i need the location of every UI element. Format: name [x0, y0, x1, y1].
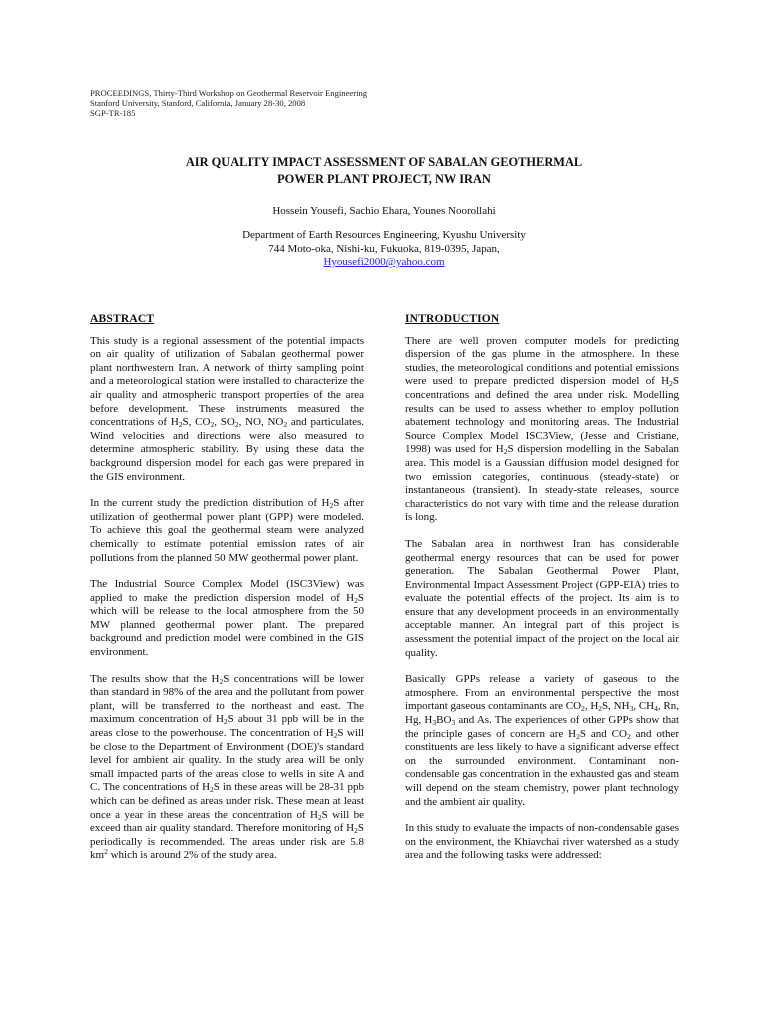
author-list: Hossein Yousefi, Sachio Ehara, Younes Noorollahi: [272, 205, 496, 217]
proceedings-line: PROCEEDINGS, Thirty-Third Workshop on Geothermal Reservoir Engineering: [90, 88, 368, 98]
affiliation: [60, 229, 708, 270]
introduction-paragraph-2: The Sabalan area in northwest Iran has considerable geothermal energy resources that can be used for power generation. The Sabalan Geothermal Power Plant, Environmental Impact Assessment Project (GPP-EIA) tries to evaluate the potential effects of the project. Its aim is to ensure that any development proceeds in an environmentally acceptable manner. An integral part of this project is assessment the potential impact of the project on the local air quality.: [405, 537, 679, 659]
left-column: [90, 313, 364, 876]
abstract-paragraph-3: The Industrial Source Complex Model (ISC3View) was applied to make the prediction dispersion model of $H_2S$ which will be release to the local atmosphere from the 50 MW planned geothermal power plant. The prepared background and prediction model were combined in the GIS environment.: [90, 578, 364, 659]
abstract-paragraph-2: In the current study the prediction distribution of $H_2S$ after utilization of geothermal power plant (GPP) were modeled. To achieve this goal the geothermal steam were analyzed chemically to estimate potential emission rates of air pollutions from the planned 50 MW geothermal power plant.: [90, 497, 365, 564]
proceedings-header: [90, 88, 367, 119]
introduction-paragraph-3: Basically GPPs release a variety of gaseous to the atmosphere. From an environmental perspective the most important gaseous contaminants are $CO_2$, $H_2S$, $NH_3$, $CH_4$, Rn, Hg, $H_3BO_3$ and As. The experiences of other GPPs show that the principle gases of concern are $H_2S$ and $CO_2$ and other constituents are less likely to have a significant adverse effect on the surrounded environment. Contaminant non-condensable gas concentration in the exhausted gas and steam will depend on the steam chemistry, power plant technology and the ambient air quality.: [405, 673, 680, 808]
abstract-paragraph-1: This study is a regional assessment of the potential impacts on air quality of utilization of Sabalan geothermal power plant northwestern Iran. A network of thirty sampling point and a meteorological station were installed to characterize the air quality and atmospheric transport properties of the area before development. These instruments measured the concentrations of $H_2S$, $CO_2$, $SO_2$, NO, $NO_2$ and particulates. Wind velocities and directions were also measured to determine atmospheric stability. By using these data the background dispersion model for each gas were prepared in the GIS environment.: [90, 334, 365, 483]
introduction-paragraph-4: In this study to evaluate the impacts of non-condensable gases on the environment, the Khiavchai river watershed as a study area and the following tasks were addressed:: [405, 822, 680, 862]
venue-line: Stanford University, Stanford, California, January 28-30, 2008: [90, 98, 306, 109]
introduction-paragraph-1: There are well proven computer models for predicting dispersion of the gas plume in the atmosphere. In these studies, the meteorological conditions and potential emissions were used to prepare predicted dispersion model of $H_2S$ concentrations and defined the area under risk. Modelling results can be used to assess whether to employ pollution abatement technology and monitoring areas. The Industrial Source Complex Model ISC3View, (Jesse and Cristiane, 1998) was used for $H_2S$ dispersion modelling in the Sabalan area. This model is a Gaussian diffusion model designed for two emission categories, continuous (steady-state) or instantaneous (transient). In steady-state releases, source characteristics do not vary with time and the release duration is long.: [405, 334, 679, 524]
affiliation-line-1: Department of Earth Resources Engineering, Kyushu University: [242, 229, 526, 241]
abstract-paragraph-4: The results show that the $H_2S$ concentrations will be lower than standard in 98% of the area and the pollutant from power plant, will be transferred to the northeast and east. The maximum concentration of $H_2S$ about 31 ppb will be in the areas close to the powerhouse. The concentration of $H_2S$ will be close to the Department of Environment (DOE)'s standard level for ambient air quality. In the study area will be only small impacted parts of the areas close to wells in site A and C. The concentrations of $H_2S$ in these areas will be 28-31 ppb which can be defined as areas under risk. These mean at least once a year in these areas the concentration of $H_2S$ will be exceed than air quality standard. Therefore monitoring of $H_2S$ periodically is recommended. The areas under risk are 5.8 $km^2$ which is around 2% of the study area.: [90, 672, 365, 862]
affiliation-line-2: 744 Moto-oka, Nishi-ku, Fukuoka, 819-0395, Japan,: [268, 242, 500, 255]
title-line-2: POWER PLANT PROJECT, NW IRAN: [277, 172, 491, 186]
report-number: SGP-TR-185: [90, 108, 136, 119]
abstract-heading: ABSTRACT: [90, 313, 155, 325]
paper-title: [60, 154, 708, 188]
introduction-heading: INTRODUCTION: [405, 313, 500, 325]
title-line-1: AIR QUALITY IMPACT ASSESSMENT OF SABALAN GEOTHERMAL: [185, 155, 583, 169]
email-link[interactable]: Hyousefi2000@yahoo.com: [323, 256, 445, 269]
right-column: [405, 313, 679, 876]
